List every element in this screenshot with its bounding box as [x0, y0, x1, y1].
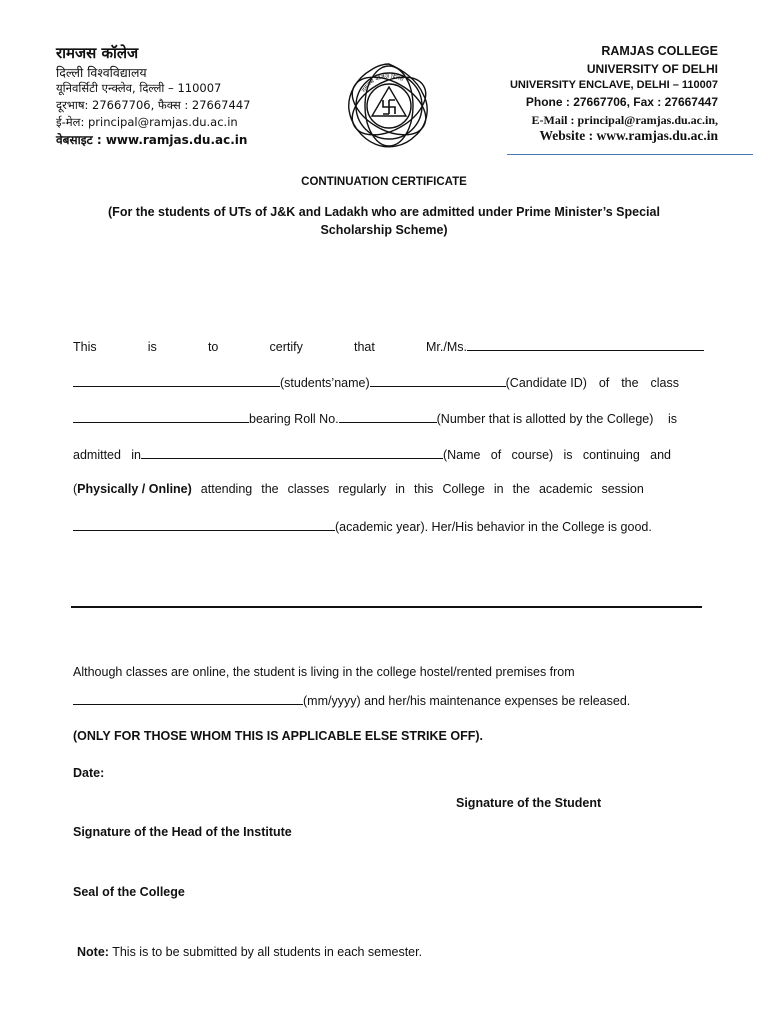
- university-english: UNIVERSITY OF DELHI: [586, 62, 718, 76]
- word: continuing: [582, 448, 640, 462]
- body-line-5: [73, 482, 644, 496]
- email-english: E-Mail : principal@ramjas.du.ac.in,: [531, 113, 718, 127]
- word: classes: [287, 482, 330, 496]
- word: the: [512, 482, 530, 496]
- hostel-from-blank[interactable]: [73, 692, 303, 705]
- section-divider: [71, 606, 702, 608]
- body-line-3: [73, 410, 677, 426]
- word: is: [147, 340, 157, 354]
- student-signature-label: Signature of the Student: [456, 796, 602, 810]
- university-hindi: दिल्ली विश्वविद्यालय: [56, 65, 147, 80]
- word: certify: [269, 340, 303, 354]
- college-name-english: RAMJAS COLLEGE: [601, 44, 718, 58]
- word: is: [667, 412, 677, 426]
- hostel-date-text: (mm/yyyy) and her/his maintenance expenses be released.: [303, 694, 631, 708]
- date-label: Date:: [73, 766, 105, 780]
- roll-no-hint: (Number that is allotted by the College): [436, 412, 654, 426]
- roll-no-label: bearing Roll No.: [249, 412, 339, 426]
- word: is: [563, 448, 573, 462]
- subtitle-line-2: Scholarship Scheme): [320, 223, 448, 237]
- academic-year-blank[interactable]: [73, 518, 335, 531]
- word: regularly: [338, 482, 387, 496]
- body-line-1: [73, 338, 704, 354]
- word: This: [73, 340, 97, 354]
- roll-no-blank[interactable]: [339, 410, 437, 423]
- svg-text:रामजस कॉलेज दिल्ली: रामजस कॉलेज दिल्ली: [361, 73, 404, 94]
- subtitle-line-1: (For the students of UTs of J&K and Ladakh who are admitted under Prime Minister’s Special: [108, 205, 660, 219]
- applicability-note: (ONLY FOR THOSE WHOM THIS IS APPLICABLE ELSE STRIKE OFF).: [73, 729, 483, 743]
- college-name-hindi: रामजस कॉलेज: [56, 44, 139, 62]
- header-rule: [507, 154, 753, 155]
- word: and: [650, 448, 671, 462]
- college-seal: [343, 60, 435, 152]
- word: of: [598, 376, 610, 390]
- word: (Name: [442, 448, 481, 462]
- candidate-id-label: (Candidate ID): [505, 376, 587, 390]
- word: the: [621, 376, 639, 390]
- student-name-blank[interactable]: [73, 374, 280, 387]
- certificate-title: CONTINUATION CERTIFICATE: [301, 176, 467, 188]
- word: Mr./Ms.: [426, 340, 467, 354]
- word: in: [131, 448, 141, 462]
- hostel-line-1: Although classes are online, the student is living in the college hostel/rented premises from: [73, 665, 575, 679]
- body-line-4: [73, 446, 671, 462]
- note-text: This is to be submitted by all students in each semester.: [108, 945, 423, 959]
- word: academic: [538, 482, 593, 496]
- submission-note: [77, 945, 422, 959]
- mode-option: Physically / Online): [77, 482, 192, 496]
- hostel-line-2: [73, 692, 630, 708]
- paren-open: (: [73, 482, 78, 496]
- word: class: [650, 376, 679, 390]
- word: of: [490, 448, 502, 462]
- email-hindi: ई-मेल: principal@ramjas.du.ac.in: [56, 115, 238, 129]
- seal-label: Seal of the College: [73, 885, 185, 899]
- word: in: [395, 482, 405, 496]
- class-blank[interactable]: [73, 410, 249, 423]
- address-hindi: यूनिवर्सिटी एन्क्लेव, दिल्ली – 110007: [56, 81, 222, 95]
- note-label: Note:: [77, 945, 109, 959]
- phone-english: Phone : 27667706, Fax : 27667447: [525, 95, 718, 109]
- students-name-label: (students’name): [280, 376, 370, 390]
- word: in: [493, 482, 504, 496]
- word: the: [261, 482, 279, 496]
- word: session: [601, 482, 644, 496]
- candidate-id-blank[interactable]: [370, 374, 506, 387]
- address-english: UNIVERSITY ENCLAVE, DELHI – 110007: [509, 79, 718, 91]
- word: attending: [200, 482, 253, 496]
- word: admitted: [73, 448, 121, 462]
- body-line-6: [73, 518, 652, 534]
- word: course): [511, 448, 554, 462]
- website-english: Website : www.ramjas.du.ac.in: [539, 128, 718, 143]
- body-line-2: [73, 374, 679, 390]
- word: this: [413, 482, 434, 496]
- college-seal-emblem: [343, 60, 435, 152]
- word: College: [442, 482, 485, 496]
- course-name-blank[interactable]: [141, 446, 443, 459]
- website-hindi: वेबसाइट : www.ramjas.du.ac.in: [56, 133, 248, 147]
- word: that: [354, 340, 375, 354]
- phone-hindi: दूरभाष: 27667706, फैक्स : 27667447: [56, 98, 251, 112]
- academic-year-text: (academic year). Her/His behavior in the College is good.: [335, 520, 652, 534]
- word: to: [207, 340, 219, 354]
- mr-ms-name-blank[interactable]: [467, 338, 704, 351]
- head-signature-label: Signature of the Head of the Institute: [73, 825, 292, 839]
